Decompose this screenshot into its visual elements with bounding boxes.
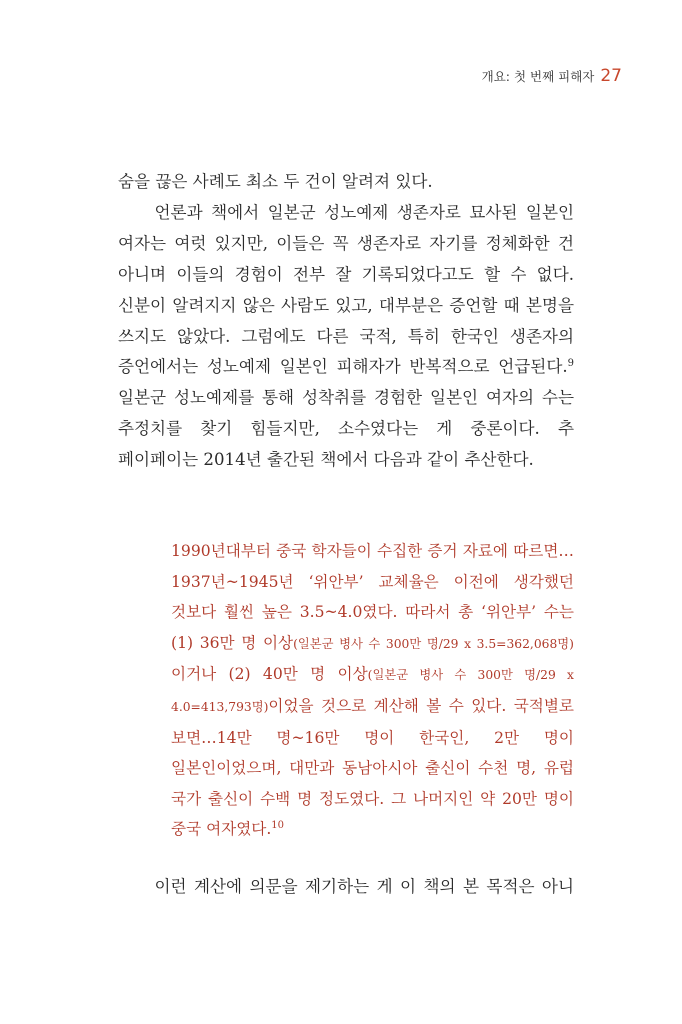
quote-text-2: 이거나 (2) 40만 명 이상 — [171, 665, 368, 684]
quote-paragraph — [171, 536, 574, 845]
chapter-title: 개요: 첫 번째 피해자 — [481, 69, 595, 84]
paragraph-continued: 숨을 끊은 사례도 최소 두 건이 알려져 있다. — [118, 172, 433, 191]
footnote-ref-10: 10 — [271, 820, 285, 832]
quote-text-3: 이었을 것으로 계산해 볼 수 있다. 국적별로 보면…14만 명~16만 명이 한국인, 2만 명이 일본인이었으며, 대만과 동남아시아 출신이 수천 명, 유럽 국가 출신이 수백 명 정도였다. 그 나머지인 약 20만 명이 중국 여자였다. — [171, 696, 574, 839]
quote-calc-2: (일본군 병사 수 300만 명/29 x 4.0=413,793명) — [171, 668, 574, 714]
block-quote — [171, 536, 574, 845]
paragraph-main-text: 언론과 책에서 일본군 성노예제 생존자로 묘사된 일본인 여자는 여럿 있지만, 이들은 꼭 생존자로 자기를 정체화한 건 아니며 이들의 경험이 전부 잘 기록되었다고도 할 수 없다. 신분이 알려지지 않은 사람도 있고, 대부분은 증언할 때 본명을 쓰지도 않았다. 그럼에도 다른 국적, 특히 한국인 생존자의 증언에서는 성노예제 일본인 피해자가 반복적으로 언급된다. — [118, 202, 574, 377]
closing-paragraph: 이런 계산에 의문을 제기하는 게 이 책의 본 목적은 아니 — [154, 877, 574, 896]
footnote-ref-9: 9 — [567, 358, 574, 370]
running-header — [482, 66, 622, 86]
quote-calc-1: (일본군 병사 수 300만 명/29 x 3.5=362,068명) — [293, 636, 574, 651]
body-text — [118, 167, 574, 476]
page-number: 27 — [600, 66, 622, 86]
closing-text — [118, 872, 574, 903]
quote-text-1: 1990년대부터 중국 학자들이 수집한 증거 자료에 따르면…1937년~1945년 ‘위안부’ 교체율은 이전에 생각했던 것보다 훨씬 높은 3.5~4.0였다. 따라서 총 ‘위안부’ 수는 (1) 36만 명 이상 — [171, 542, 574, 652]
paragraph-main-rest: 일본군 성노예제를 통해 성착취를 경험한 일본인 여자의 수는 추정치를 찾기 힘들지만, 소수였다는 게 중론이다. 추 페이페이는 2014년 출간된 책에서 다음과 같이 추산한다. — [118, 388, 574, 470]
paragraph-main — [118, 198, 574, 476]
